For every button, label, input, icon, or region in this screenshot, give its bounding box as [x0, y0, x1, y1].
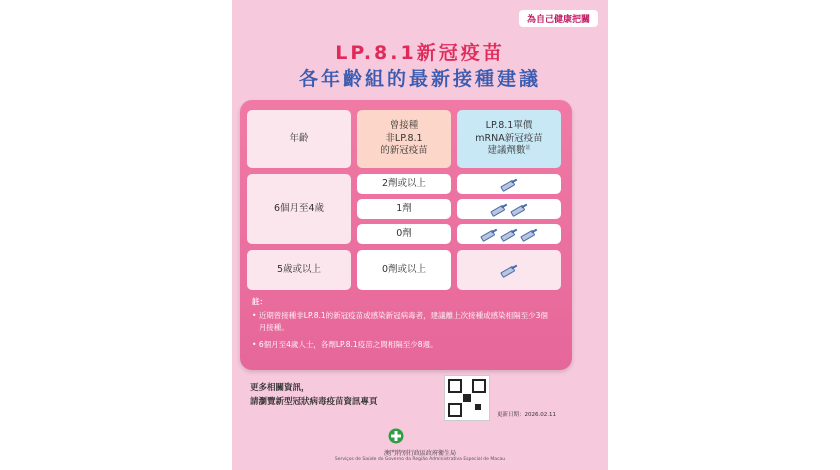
vaccine-vial-icon [479, 226, 499, 242]
prior-dose-row-1 [357, 174, 451, 194]
health-bureau-logo-icon [388, 428, 404, 444]
header-age [247, 110, 351, 168]
header-prior-line-1: 曾接種 [389, 119, 419, 131]
dose-cell-row-2 [457, 199, 561, 219]
bullet-icon: • [252, 311, 259, 320]
header-dose-line-1: LP.8.1單價 [485, 119, 533, 131]
qr-module-icon [475, 404, 481, 410]
department-name-cn: 澳門特別行政區政府衛生局 [383, 450, 456, 457]
qr-code[interactable] [444, 375, 490, 421]
header-recommended-doses [457, 110, 561, 168]
title-line-2: 各年齡組的最新接種建議 [298, 68, 541, 90]
slogan-badge: 為自己健康把關 [519, 10, 598, 27]
more-info-line-1: 更多相關資訊， [250, 383, 310, 393]
age-group-6m-4y-label: 6個月至4歲 [273, 202, 325, 214]
notes [252, 296, 552, 351]
header-dose-line-2: mRNA新冠疫苗 [475, 132, 543, 144]
title-line-1: LP.8.1新冠疫苗 [335, 42, 505, 64]
header-prior-line-3: 的新冠疫苗 [380, 145, 428, 157]
prior-dose-label: 1劑 [396, 202, 412, 214]
more-info-line-2: 請瀏覽新型冠狀病毒疫苗資訊專頁 [250, 396, 378, 407]
prior-dose-label: 0劑 [396, 227, 412, 239]
note-item-1: 近期曾接種非LP.8.1的新冠疫苗或感染新冠病毒者，建議離上次接種或感染相隔至少3個月接種。 [258, 311, 548, 332]
qr-finder-icon [472, 379, 486, 393]
vaccine-vial-icon [489, 201, 509, 217]
header-prior-vaccine [357, 110, 451, 168]
dose-cell-row-4 [457, 250, 561, 290]
vaccine-vial-icon [499, 226, 519, 242]
qr-finder-icon [448, 379, 462, 393]
header-dose-line-3: 建議劑數 [487, 145, 526, 157]
recommendation-panel [240, 100, 572, 370]
notes-title: 註： [252, 297, 267, 306]
vaccine-vial-icon [509, 201, 529, 217]
dose-cell-row-3 [457, 224, 561, 244]
vaccine-vial-icon [499, 262, 519, 278]
header-age-label: 年齡 [289, 132, 309, 144]
poster [232, 0, 608, 470]
prior-dose-label: 0劑或以上 [381, 263, 427, 275]
age-group-6m-4y [247, 174, 351, 244]
bullet-icon: • [252, 340, 259, 349]
prior-dose-row-2 [357, 199, 451, 219]
age-group-5y-plus [247, 250, 351, 290]
vaccine-vial-icon [519, 226, 539, 242]
qr-module-icon [463, 394, 471, 402]
age-group-5y-plus-label: 5歲或以上 [276, 263, 322, 275]
note-marker: 註 [525, 145, 531, 152]
prior-dose-row-3 [357, 224, 451, 244]
department-name-pt: Serviços de Saúde do Governo da Região Administrativa Especial de Macau [334, 457, 506, 462]
prior-dose-label: 2劑或以上 [381, 177, 427, 189]
qr-finder-icon [448, 403, 462, 417]
header-prior-line-2: 非LP.8.1 [385, 132, 423, 144]
prior-dose-row-4 [357, 250, 451, 290]
update-date: 更新日期：2026.02.11 [497, 412, 556, 418]
dose-cell-row-1 [457, 174, 561, 194]
more-info [250, 382, 378, 409]
vaccine-vial-icon [499, 176, 519, 192]
note-item-2: 6個月至4歲人士，各劑LP.8.1疫苗之間相隔至少8週。 [258, 340, 438, 349]
